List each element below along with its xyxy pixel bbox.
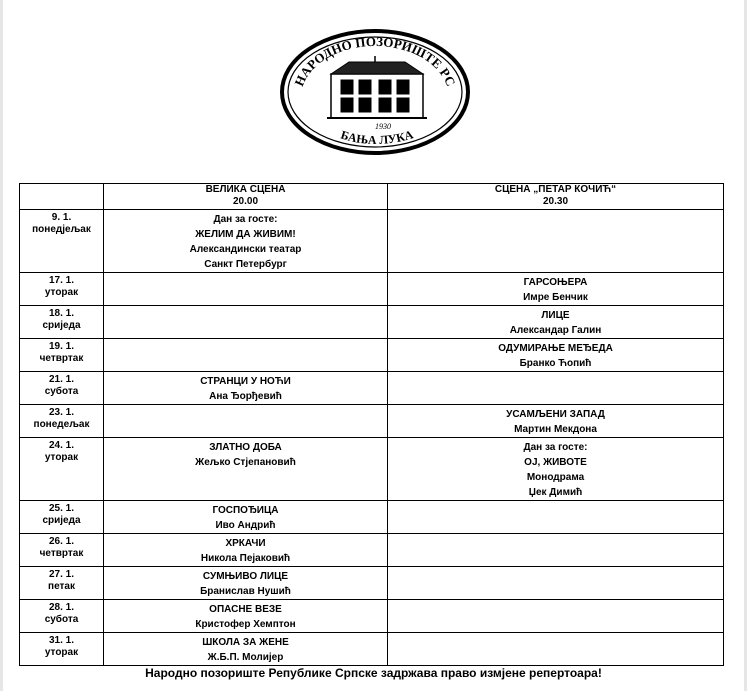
small-stage-cell [388, 405, 724, 438]
table-row [20, 306, 724, 339]
big-stage-cell [104, 534, 388, 567]
table-row [20, 438, 724, 501]
table-row [20, 372, 724, 405]
building-icon [327, 56, 427, 118]
big-stage-cell [104, 210, 388, 273]
big-stage-cell [104, 372, 388, 405]
big-stage-cell [104, 501, 388, 534]
small-stage-cell [388, 210, 724, 273]
show-line: ЛИЦЕ [541, 310, 570, 321]
show-line: Ж.Б.П. Молијер [207, 652, 284, 663]
big-stage-cell [104, 438, 388, 501]
date-cell [20, 633, 104, 666]
show-line: Александински театар [189, 244, 302, 255]
show-line: ШКОЛА ЗА ЖЕНЕ [202, 637, 289, 648]
date-number: 17. 1. [48, 275, 75, 286]
table-row [20, 567, 724, 600]
show-line: ХРКАЧИ [225, 538, 266, 549]
date-number: 19. 1. [48, 341, 75, 352]
date-number: 25. 1. [48, 503, 75, 514]
day-name: субота [44, 614, 79, 625]
big-stage-label: ВЕЛИКА СЦЕНА [205, 184, 286, 195]
big-stage-cell [104, 405, 388, 438]
day-name: четвртак [39, 548, 84, 559]
show-line: Жељко Стјепановић [195, 457, 296, 468]
small-stage-cell [388, 438, 724, 501]
small-stage-cell [388, 339, 724, 372]
day-name: уторак [44, 287, 79, 298]
date-number: 27. 1. [48, 569, 75, 580]
show-line: ОПАСНЕ ВЕЗЕ [209, 604, 282, 615]
date-number: 24. 1. [48, 440, 75, 451]
table-row [20, 534, 724, 567]
date-number: 23. 1. [48, 407, 75, 418]
date-cell [20, 438, 104, 501]
table-row [20, 600, 724, 633]
show-line: СТРАНЦИ У НОЋИ [200, 376, 291, 387]
show-line: ГОСПОЂИЦА [212, 505, 279, 516]
show-line: ГАРСОЊЕРА [523, 277, 588, 288]
date-cell [20, 273, 104, 306]
small-stage-cell [388, 501, 724, 534]
date-cell [20, 534, 104, 567]
date-cell [20, 210, 104, 273]
date-cell [20, 600, 104, 633]
day-name: петак [48, 581, 75, 592]
date-number: 26. 1. [48, 536, 75, 547]
show-line: Дан за госте: [213, 214, 278, 225]
repertoire-body [20, 210, 724, 666]
big-stage-cell [104, 273, 388, 306]
show-line: Дан за госте: [523, 442, 588, 453]
day-name: четвртак [39, 353, 84, 364]
date-cell [20, 339, 104, 372]
day-name: сриједа [42, 320, 81, 331]
big-stage-cell [104, 600, 388, 633]
show-line: Монодрама [526, 472, 585, 483]
date-cell [20, 501, 104, 534]
table-row [20, 273, 724, 306]
big-stage-cell [104, 306, 388, 339]
day-name: субота [44, 386, 79, 397]
small-stage-cell [388, 372, 724, 405]
show-line: Мартин Мекдона [514, 424, 597, 435]
table-row [20, 210, 724, 273]
footer-note: Народно позориште Републике Српске задржава право измјене репертоара! [145, 666, 602, 680]
show-line: Кристофер Хемптон [195, 619, 296, 630]
show-line: Александар Галин [509, 325, 602, 336]
day-name: уторак [44, 452, 79, 463]
show-line: Џек Димић [528, 487, 583, 498]
day-name: сриједа [42, 515, 81, 526]
show-line: ОДУМИРАЊЕ МЕЂЕДА [498, 343, 613, 354]
small-stage-time: 20.30 [542, 196, 569, 207]
theatre-logo [279, 28, 471, 156]
big-stage-cell [104, 567, 388, 600]
day-name: понедељак [33, 419, 90, 430]
small-stage-cell [388, 273, 724, 306]
show-line: Никола Пејаковић [200, 553, 291, 564]
logo-year: 1930 [375, 122, 391, 131]
big-stage-time: 20.00 [232, 196, 259, 207]
date-number: 9. 1. [51, 212, 72, 223]
show-line: Санкт Петербург [204, 259, 287, 270]
header-small-stage [388, 184, 724, 210]
date-cell [20, 405, 104, 438]
show-line: Имре Бенчик [523, 292, 588, 303]
date-number: 28. 1. [48, 602, 75, 613]
table-row [20, 501, 724, 534]
small-stage-cell [388, 306, 724, 339]
table-row [20, 405, 724, 438]
show-line: ОЈ, ЖИВОТЕ [524, 457, 587, 468]
date-number: 21. 1. [48, 374, 75, 385]
small-stage-cell [388, 534, 724, 567]
logo-bottom-text: БАЊА ЛУКА [339, 127, 415, 148]
table-row [20, 633, 724, 666]
header-date-cell [20, 184, 104, 210]
small-stage-cell [388, 567, 724, 600]
big-stage-cell [104, 633, 388, 666]
show-line: ЖЕЛИМ ДА ЖИВИМ! [195, 229, 296, 240]
date-number: 31. 1. [48, 635, 75, 646]
date-cell [20, 567, 104, 600]
show-line: УСАМЉЕНИ ЗАПАД [506, 409, 605, 420]
day-name: уторак [44, 647, 79, 658]
header-big-stage [104, 184, 388, 210]
table-header-row [20, 184, 724, 210]
page-edge-left [0, 0, 3, 691]
small-stage-label: СЦЕНА „ПЕТАР КОЧИЋ“ [494, 184, 617, 195]
date-number: 18. 1. [48, 308, 75, 319]
day-name: понедјељак [32, 224, 91, 235]
repertoire-table [19, 183, 724, 666]
table-row [20, 339, 724, 372]
show-line: ЗЛАТНО ДОБА [209, 442, 282, 453]
show-line: Иво Андрић [215, 520, 276, 531]
show-line: СУМЊИВО ЛИЦЕ [202, 571, 289, 582]
logo-top-text: НАРОДНО ПОЗОРИШТЕ РС [291, 33, 459, 89]
small-stage-cell [388, 600, 724, 633]
date-cell [20, 372, 104, 405]
show-line: Бранко Ћопић [519, 358, 592, 369]
show-line: Ана Ђорђевић [209, 391, 282, 402]
small-stage-cell [388, 633, 724, 666]
big-stage-cell [104, 339, 388, 372]
show-line: Бранислав Нушић [200, 586, 291, 597]
date-cell [20, 306, 104, 339]
